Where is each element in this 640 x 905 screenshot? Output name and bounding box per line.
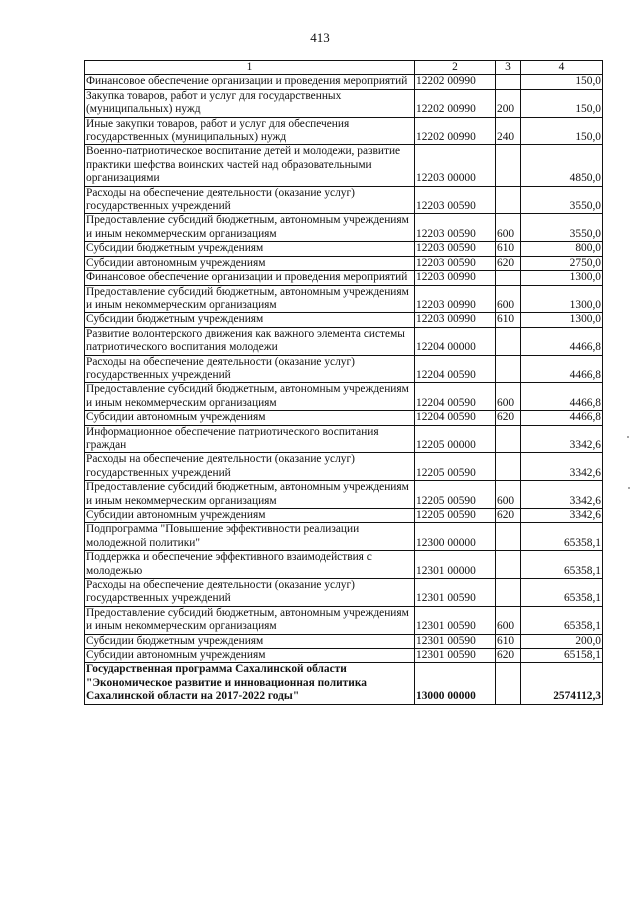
row-type-cell: 600: [496, 214, 521, 242]
row-type-cell: 600: [496, 481, 521, 509]
row-name-cell: Предоставление субсидий бюджетным, автономным учреждениям и иным некоммерческим организациям: [85, 606, 415, 634]
row-type-cell: 610: [496, 242, 521, 256]
table-row: [85, 523, 603, 551]
row-type-cell: 600: [496, 606, 521, 634]
row-name-cell: Расходы на обеспечение деятельности (оказание услуг) государственных учреждений: [85, 186, 415, 214]
row-sum-cell: 4850,0: [521, 145, 603, 186]
row-code-cell: 12204 00590: [415, 411, 496, 425]
row-sum-cell: 4466,8: [521, 355, 603, 383]
row-code-cell: 12204 00590: [415, 355, 496, 383]
row-sum-cell: 4466,8: [521, 411, 603, 425]
scan-speck: [628, 487, 630, 489]
table-row: [85, 579, 603, 607]
row-code-cell: 12204 00000: [415, 327, 496, 355]
row-name-cell: Предоставление субсидий бюджетным, автономным учреждениям и иным некоммерческим организациям: [85, 285, 415, 313]
table-row: [85, 186, 603, 214]
row-sum-cell: 1300,0: [521, 271, 603, 285]
table-row: [85, 117, 603, 145]
table-row: [85, 551, 603, 579]
row-code-cell: 12202 00990: [415, 117, 496, 145]
header-col-2: 2: [415, 61, 496, 75]
table-row: [85, 634, 603, 648]
row-type-cell: 610: [496, 634, 521, 648]
row-code-cell: 12203 00590: [415, 214, 496, 242]
row-name-cell: Поддержка и обеспечение эффективного взаимодействия с молодежью: [85, 551, 415, 579]
row-type-cell: [496, 355, 521, 383]
row-code-cell: 12203 00000: [415, 145, 496, 186]
table-row: [85, 242, 603, 256]
row-name-cell: Финансовое обеспечение организации и проведения мероприятий: [85, 75, 415, 89]
table-row: [85, 509, 603, 523]
row-code-cell: 12205 00000: [415, 425, 496, 453]
row-code-cell: 12301 00000: [415, 551, 496, 579]
table-header-row: [85, 61, 603, 75]
header-col-4: 4: [521, 61, 603, 75]
row-type-cell: [496, 145, 521, 186]
row-sum-cell: 150,0: [521, 117, 603, 145]
row-type-cell: 620: [496, 509, 521, 523]
row-sum-cell: 200,0: [521, 634, 603, 648]
row-code-cell: 12205 00590: [415, 481, 496, 509]
row-sum-cell: 65358,1: [521, 551, 603, 579]
row-type-cell: 620: [496, 649, 521, 663]
scan-speck: [627, 436, 629, 438]
row-sum-cell: 3342,6: [521, 481, 603, 509]
table-row: [85, 145, 603, 186]
table-row: [85, 214, 603, 242]
table-row: [85, 383, 603, 411]
row-name-cell: Субсидии автономным учреждениям: [85, 649, 415, 663]
table-row: [85, 313, 603, 327]
table-row: [85, 89, 603, 117]
row-sum-cell: 800,0: [521, 242, 603, 256]
row-sum-cell: 1300,0: [521, 285, 603, 313]
row-sum-cell: 65358,1: [521, 579, 603, 607]
table-row: [85, 271, 603, 285]
row-sum-cell: 2750,0: [521, 256, 603, 270]
row-code-cell: 12203 00590: [415, 256, 496, 270]
row-type-cell: 200: [496, 89, 521, 117]
row-code-cell: 12202 00990: [415, 75, 496, 89]
row-type-cell: 600: [496, 285, 521, 313]
row-code-cell: 12203 00590: [415, 242, 496, 256]
row-name-cell: Предоставление субсидий бюджетным, автономным учреждениям и иным некоммерческим организациям: [85, 214, 415, 242]
row-type-cell: 620: [496, 256, 521, 270]
row-sum-cell: 65358,1: [521, 606, 603, 634]
row-type-cell: 240: [496, 117, 521, 145]
budget-table: [84, 60, 603, 705]
row-sum-cell: 1300,0: [521, 313, 603, 327]
row-type-cell: [496, 75, 521, 89]
row-sum-cell: 3342,6: [521, 453, 603, 481]
row-type-cell: [496, 327, 521, 355]
header-col-1: 1: [85, 61, 415, 75]
row-code-cell: 12203 00990: [415, 271, 496, 285]
table-row: [85, 606, 603, 634]
row-sum-cell: 3550,0: [521, 214, 603, 242]
row-name-cell: Субсидии автономным учреждениям: [85, 256, 415, 270]
row-sum-cell: 3342,6: [521, 425, 603, 453]
table-row: [85, 481, 603, 509]
row-sum-cell: 150,0: [521, 89, 603, 117]
row-name-cell: Государственная программа Сахалинской области "Экономическое развитие и инновационная политика Сахалинской области на 2017-2022 годы": [85, 663, 415, 704]
row-code-cell: 12301 00590: [415, 579, 496, 607]
row-name-cell: Иные закупки товаров, работ и услуг для обеспечения государственных (муниципальных) нужд: [85, 117, 415, 145]
row-sum-cell: 150,0: [521, 75, 603, 89]
row-sum-cell: 3342,6: [521, 509, 603, 523]
row-name-cell: Финансовое обеспечение организации и проведения мероприятий: [85, 271, 415, 285]
row-name-cell: Предоставление субсидий бюджетным, автономным учреждениям и иным некоммерческим организациям: [85, 481, 415, 509]
row-name-cell: Информационное обеспечение патриотического воспитания граждан: [85, 425, 415, 453]
row-type-cell: [496, 425, 521, 453]
row-sum-cell: 65358,1: [521, 523, 603, 551]
row-type-cell: 610: [496, 313, 521, 327]
row-name-cell: Субсидии автономным учреждениям: [85, 509, 415, 523]
row-code-cell: 12205 00590: [415, 509, 496, 523]
table-row: [85, 649, 603, 663]
row-type-cell: 600: [496, 383, 521, 411]
row-type-cell: 620: [496, 411, 521, 425]
row-name-cell: Развитие волонтерского движения как важного элемента системы патриотического воспитания молодежи: [85, 327, 415, 355]
row-name-cell: Военно-патриотическое воспитание детей и молодежи, развитие практики шефства воинских частей над образовательными организациями: [85, 145, 415, 186]
table-row: [85, 327, 603, 355]
row-name-cell: Расходы на обеспечение деятельности (оказание услуг) государственных учреждений: [85, 355, 415, 383]
row-code-cell: 12301 00590: [415, 634, 496, 648]
header-col-3: 3: [496, 61, 521, 75]
row-type-cell: [496, 186, 521, 214]
row-name-cell: Подпрограмма "Повышение эффективности реализации молодежной политики": [85, 523, 415, 551]
table-row: [85, 453, 603, 481]
row-code-cell: 12204 00590: [415, 383, 496, 411]
row-name-cell: Субсидии автономным учреждениям: [85, 411, 415, 425]
row-code-cell: 13000 00000: [415, 663, 496, 704]
row-sum-cell: 4466,8: [521, 383, 603, 411]
row-code-cell: 12301 00590: [415, 606, 496, 634]
row-sum-cell: 2574112,3: [521, 663, 603, 704]
table-row: [85, 285, 603, 313]
table-row: [85, 663, 603, 704]
row-type-cell: [496, 579, 521, 607]
row-name-cell: Субсидии бюджетным учреждениям: [85, 313, 415, 327]
row-type-cell: [496, 271, 521, 285]
row-name-cell: Расходы на обеспечение деятельности (оказание услуг) государственных учреждений: [85, 453, 415, 481]
row-code-cell: 12203 00590: [415, 186, 496, 214]
row-name-cell: Расходы на обеспечение деятельности (оказание услуг) государственных учреждений: [85, 579, 415, 607]
row-code-cell: 12203 00990: [415, 285, 496, 313]
table-row: [85, 75, 603, 89]
row-code-cell: 12202 00990: [415, 89, 496, 117]
row-code-cell: 12300 00000: [415, 523, 496, 551]
row-type-cell: [496, 551, 521, 579]
row-type-cell: [496, 453, 521, 481]
budget-table-body: [85, 61, 603, 705]
table-row: [85, 256, 603, 270]
row-type-cell: [496, 663, 521, 704]
row-name-cell: Субсидии бюджетным учреждениям: [85, 634, 415, 648]
row-sum-cell: 65158,1: [521, 649, 603, 663]
row-code-cell: 12203 00990: [415, 313, 496, 327]
row-name-cell: Предоставление субсидий бюджетным, автономным учреждениям и иным некоммерческим организациям: [85, 383, 415, 411]
row-name-cell: Субсидии бюджетным учреждениям: [85, 242, 415, 256]
table-row: [85, 411, 603, 425]
row-name-cell: Закупка товаров, работ и услуг для государственных (муниципальных) нужд: [85, 89, 415, 117]
row-code-cell: 12301 00590: [415, 649, 496, 663]
table-row: [85, 425, 603, 453]
page-number: 413: [310, 30, 330, 45]
row-type-cell: [496, 523, 521, 551]
table-row: [85, 355, 603, 383]
row-sum-cell: 4466,8: [521, 327, 603, 355]
row-sum-cell: 3550,0: [521, 186, 603, 214]
row-code-cell: 12205 00590: [415, 453, 496, 481]
